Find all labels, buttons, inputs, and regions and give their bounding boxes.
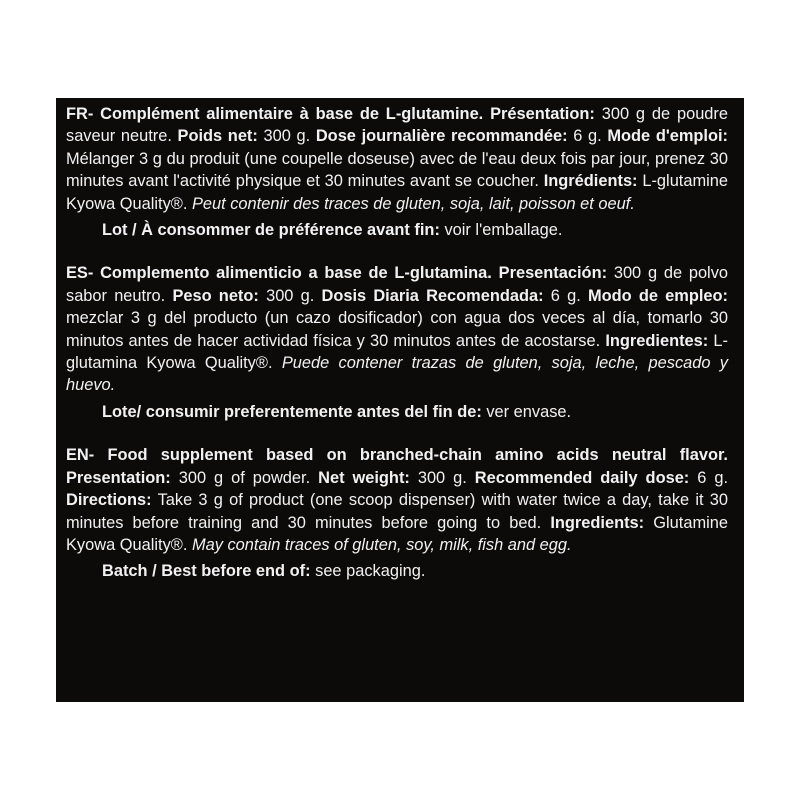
english-weight-value: 300 g. xyxy=(417,468,467,487)
product-label-panel xyxy=(56,98,744,702)
english-lot-label: Batch / Best before end of: xyxy=(102,562,311,581)
spanish-section xyxy=(66,262,728,423)
french-lot-label: Lot / À consommer de préférence avant fin: xyxy=(102,221,440,240)
english-dose-value: 6 g. xyxy=(697,468,728,487)
english-weight-label: Net weight: xyxy=(318,468,410,487)
french-dose-label: Dose journalière recommandée: xyxy=(315,127,568,146)
english-ingredients-label: Ingredients: xyxy=(550,513,645,532)
spanish-lot-value: ver envase. xyxy=(486,402,572,421)
spanish-dose-value: 6 g. xyxy=(550,286,581,305)
spanish-directions-label: Modo de empleo: xyxy=(587,286,729,305)
french-ingredients-label: Ingrédients: xyxy=(543,172,638,191)
french-description xyxy=(66,103,728,215)
french-presentation-label: Présentation: xyxy=(490,105,595,123)
english-description xyxy=(66,444,728,556)
english-allergens: May contain traces of gluten, soy, milk, fish and egg. xyxy=(191,535,572,554)
french-presentation-value: 300 g de poudre saveur neutre. xyxy=(66,105,728,146)
spanish-dose-label: Dosis Diaria Recomendada: xyxy=(321,286,544,305)
english-directions-label: Directions: xyxy=(66,491,152,510)
spanish-ingredients-label: Ingredientes: xyxy=(605,331,709,350)
spanish-heading: ES- Complemento alimenticio a base de L-glutamina. xyxy=(66,264,492,283)
english-presentation-label: Presentation: xyxy=(66,468,171,487)
english-presentation-value: 300 g of powder. xyxy=(178,468,311,487)
spanish-presentation-label: Presentación: xyxy=(498,264,608,283)
spanish-description xyxy=(66,262,728,396)
french-directions-label: Mode d'emploi: xyxy=(607,127,729,146)
spanish-allergens: Puede contener trazas de gluten, soja, leche, pescado y huevo. xyxy=(66,354,728,395)
french-lot-value: voir l'emballage. xyxy=(444,221,563,240)
spanish-lot-line xyxy=(66,401,728,423)
english-lot-line xyxy=(66,560,728,582)
spanish-weight-label: Peso neto: xyxy=(172,286,259,305)
french-section xyxy=(66,103,728,241)
english-lot-value: see packaging. xyxy=(315,562,426,581)
english-section xyxy=(66,444,728,582)
french-allergens: Peut contenir des traces de gluten, soja, lait, poisson et oeuf. xyxy=(191,194,635,213)
french-weight-value: 300 g. xyxy=(263,127,311,146)
french-dose-value: 6 g. xyxy=(573,127,602,146)
english-heading: EN- Food supplement based on branched-chain amino acids neutral flavor. xyxy=(66,446,728,465)
spanish-ingredients-value: L-glutamina Kyowa Quality®. xyxy=(66,331,728,373)
spanish-directions-value: mezclar 3 g del producto (un cazo dosificador) con agua dos veces al día, tomarlo 30 minutos antes de hacer actividad física y 30 minutos antes de acostarse. xyxy=(66,309,728,350)
spanish-weight-value: 300 g. xyxy=(266,286,315,305)
english-dose-label: Recommended daily dose: xyxy=(474,468,690,487)
spanish-presentation-value: 300 g de polvo sabor neutro. xyxy=(66,264,729,305)
french-directions-value: Mélanger 3 g du produit (une coupelle doseuse) avec de l'eau deux fois par jour, prenez 30 minutes avant l'activité physique et 30 minutes avant se coucher. xyxy=(66,149,728,191)
french-ingredients-value: L-glutamine Kyowa Quality®. xyxy=(66,172,729,213)
spanish-lot-label: Lote/ consumir preferentemente antes del fin de: xyxy=(102,402,482,421)
french-lot-line xyxy=(66,219,728,241)
french-heading: FR- Complément alimentaire à base de L-glutamine. xyxy=(66,105,484,123)
french-weight-label: Poids net: xyxy=(177,127,258,146)
english-directions-value: Take 3 g of product (one scoop dispenser) with water twice a day, take it 30 minutes before training and 30 minutes before going to bed. xyxy=(66,491,728,532)
english-ingredients-value: Glutamine Kyowa Quality®. xyxy=(66,513,728,554)
